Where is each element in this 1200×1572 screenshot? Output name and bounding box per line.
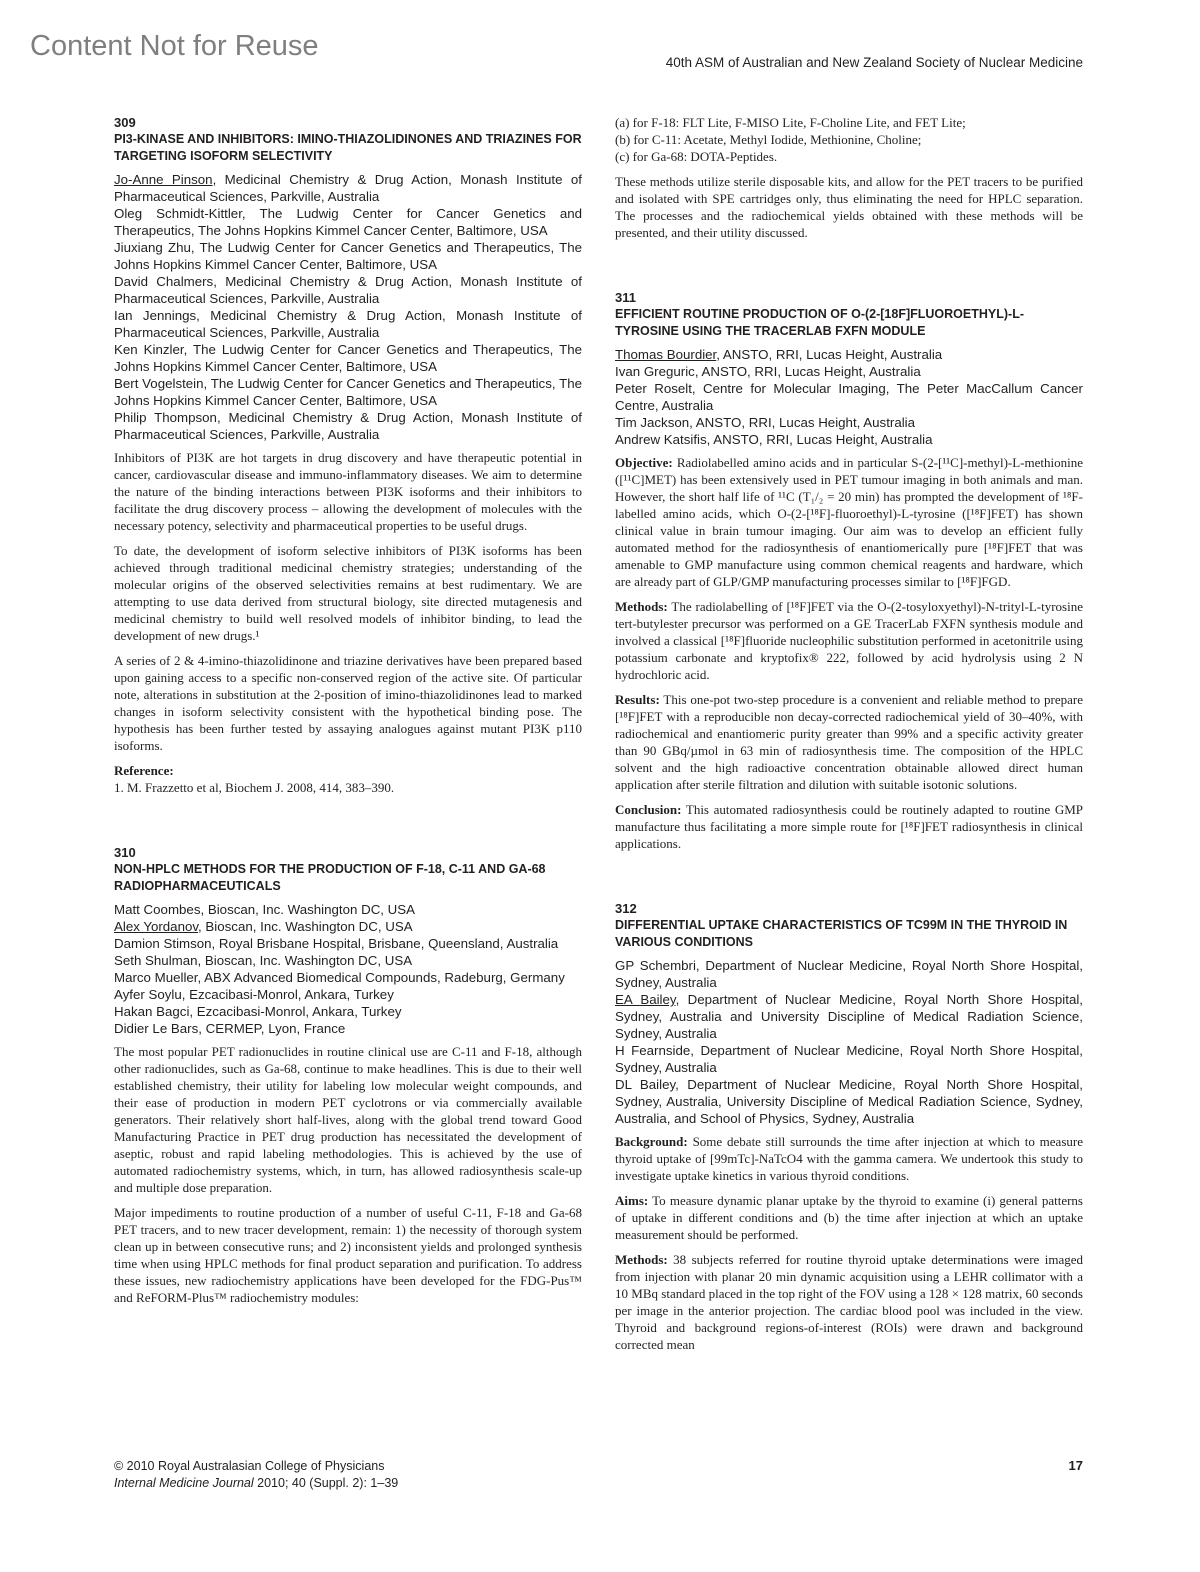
section-text: This one-pot two-step procedure is a convenient and reliable method to prepare [¹⁸F]FET with a reproducible non decay-corrected radiochemical yield of 30–40%, with radiochemical and enantiomeric purity greater than 99% and a specific activity greater than 90 GBq/µmol in 63 min of radiosynthesis time. The composition of the HPLC solvent and the high radioactive concentration obtainable allowed direct human application after sterile filtration and dilution with suitable isotonic solutions. [615,692,1083,792]
section-text: To measure dynamic planar uptake by the thyroid to examine (i) general patterns of uptake in different conditions and (b) the time after injection at which an uptake measurement should be performed. [615,1193,1083,1242]
author-entry [615,346,1083,363]
author-entry: David Chalmers, Medicinal Chemistry & Drug Action, Monash Institute of Pharmaceutical Sciences, Parkville, Australia [114,274,582,306]
author-entry: Bert Vogelstein, The Ludwig Center for Cancer Genetics and Therapeutics, The Johns Hopkins Kimmel Cancer Center, Baltimore, USA [114,376,582,408]
body-paragraph: These methods utilize sterile disposable kits, and allow for the PET tracers to be purified and isolated with SPE cartridges only, thus eliminating the need for HPLC separation. The processes and the radiochemical yields obtained with these methods will be presented, and their utility discussed. [615,174,1083,240]
section-text: 38 subjects referred for routine thyroid uptake determinations were imaged from injection with planar 20 min dynamic acquisition using a LEHR collimator with a 10 MBq standard placed in the top right of the FOV using a 128 × 128 matrix, 60 seconds per image in the anterior projection. The cardiac blood pool was included in the view. Thyroid and background regions-of-interest (ROIs) were drawn and background corrected mean [615,1252,1083,1352]
running-head: 40th ASM of Australian and New Zealand Society of Nuclear Medicine [665,55,1083,70]
body-paragraph: Inhibitors of PI3K are hot targets in drug discovery and have therapeutic potential in cancer, cardiovascular disease and immuno-inflammatory diseases. We aim to determine the nature of the binding interactions between PI3K isoforms and their inhibitors to facilitate the drug discovery process – allowing the development of molecules with the necessary potency, selectivity and pharmaceutical properties to be useful drugs. [114,450,582,533]
body-paragraph: The most popular PET radionuclides in routine clinical use are C-11 and F-18, although other radionuclides, such as Ga-68, continue to make headlines. This is due to their well established chemistry, their utility for labeling low molecular weight compounds, and their ease of production in modern PET cyclotrons or via commercially available generators. Their relatively short half-lives, along with the global trend toward Good Manufacturing Practice in PET drug production has necessitated the development of aseptic, robust and rapid labeling methodologies. This is achieved by the use of automated radiochemistry systems, which, in turn, has allowed radiosynthesis scale-up and multiple dose preparation. [114,1044,582,1195]
author-entry: Oleg Schmidt-Kittler, The Ludwig Center for Cancer Genetics and Therapeutics, The Johns Hopkins Kimmel Cancer Center, Baltimore, USA [114,206,582,238]
body-paragraph: Major impediments to routine production of a number of useful C-11, F-18 and Ga-68 PET tracers, and to new tracer development, remain: 1) the necessity of thorough system clean up in between consecutive runs; and 2) inconsistent yields and prolonged synthesis time when using HPLC methods for final product separation and purification. To address these issues, new radiochemistry applications have been developed for the FDG-Pus™ and ReFORM-Plus™ radiochemistry modules: [114,1205,582,1305]
aims-paragraph [615,1192,1083,1243]
author-affiliation: , ANSTO, RRI, Lucas Height, Australia [716,347,943,362]
body-paragraph: To date, the development of isoform selective inhibitors of PI3K isoforms has been achieved through traditional medicinal chemistry strategies; understanding of the molecular origins of the observed selectivities remains at best rudimentary. We are attempting to use data derived from structural biology, site directed mutagenesis and medicinal chemistry to build well resolved models of inhibitor binding, to lead the development of new drugs.¹ [114,543,582,643]
section-text: The radiolabelling of [¹⁸F]FET via the O-(2-tosyloxyethyl)-N-trityl-L-tyrosine tert-butylester precursor was performed on a GE TracerLab FXFN synthesis module and involved a classical [¹⁸F]fluoride nucleophilic substitution performed in acetonitrile using potassium carbonate and kryptofix® 222, followed by acid hydrolysis using 2 N hydrochloric acid. [615,599,1083,682]
author-list [615,346,1083,448]
author-entry: Seth Shulman, Bioscan, Inc. Washington DC, USA [114,953,413,968]
abstract-312 [615,900,1083,1353]
conclusion-paragraph [615,801,1083,852]
section-label: Results: [615,692,660,707]
section-text: Radiolabelled amino acids and in particular S-(2-[¹¹C]-methyl)-L-methionine ([¹¹C]MET) has been extensively used in PET tumour imaging in both animals and man. However, the short half life of ¹¹C (T₁/₂ = 20 min) has prompted the development of ¹⁸F-labelled amino acids, which O-(2-[¹⁸F]-fluoroethyl)-L-tyrosine ([¹⁸F]FET) has shown clinical value in brain tumour imaging. Our aim was to develop an efficient fully automated method for the radiosynthesis of enantiomerically pure [¹⁸F]FET that was amenable to GMP manufacture using common chemical reagents and hardware, which are already part of GLP/GMP manufacturing processes similar to [¹⁸F]FGD. [615,455,1083,589]
presenting-author: Jo-Anne Pinson [114,172,213,187]
presenting-author: EA Bailey [615,992,676,1007]
right-column [615,114,1083,1401]
author-entry: Ian Jennings, Medicinal Chemistry & Drug Action, Monash Institute of Pharmaceutical Sciences, Parkville, Australia [114,308,582,340]
page-number: 17 [1068,1458,1083,1473]
abstract-title: DIFFERENTIAL UPTAKE CHARACTERISTICS OF TC99M IN THE THYROID IN VARIOUS CONDITIONS [615,918,1068,949]
page-footer [114,1458,398,1492]
author-entry [114,171,582,205]
author-entry: Matt Coombes, Bioscan, Inc. Washington DC, USA [114,902,416,917]
abstract-title: PI3-KINASE AND INHIBITORS: IMINO-THIAZOLIDINONES AND TRIAZINES FOR TARGETING ISOFORM SELECTIVITY [114,132,582,163]
author-entry [615,991,1083,1042]
list-item: (a) for F-18: FLT Lite, F-MISO Lite, F-Choline Lite, and FET Lite; [615,115,966,130]
presenting-author: Thomas Bourdier [615,347,717,362]
abstract-title: NON-HPLC METHODS FOR THE PRODUCTION OF F-18, C-11 AND GA-68 RADIOPHARMACEUTICALS [114,862,546,893]
author-entry: Ken Kinzler, The Ludwig Center for Cancer Genetics and Therapeutics, The Johns Hopkins Kimmel Cancer Center, Baltimore, USA [114,342,582,374]
author-entry: Marco Mueller, ABX Advanced Biomedical Compounds, Radeburg, Germany [114,970,565,985]
author-entry: GP Schembri, Department of Nuclear Medicine, Royal North Shore Hospital, Sydney, Australia [615,958,1083,990]
journal-volume: 2010; 40 (Suppl. 2): 1–39 [253,1476,399,1490]
body-paragraph: A series of 2 & 4-imino-thiazolidinone and triazine derivatives have been prepared based upon gaining access to a specific non-conserved region of the active site. Of particular note, alterations in substitution at the 2-position of imino-thiazolidinones lead to marked changes in isoform selectivity consistent with the hypothetical binding pose. The hypothesis has been further tested by assaying analogues against mutant PI3K p110 isoforms. [114,653,582,753]
section-label: Methods: [615,1252,668,1267]
author-entry: DL Bailey, Department of Nuclear Medicine, Royal North Shore Hospital, Sydney, Australia, University Discipline of Medical Radiation Science, Sydney, Australia, and School of Physics, Sydney, Australia [615,1077,1083,1126]
abstract-number: 311 [615,290,636,305]
author-affiliation: , Medicinal Chemistry & Drug Action, Monash Institute of Pharmaceutical Sciences, Parkville, Australia [114,172,582,204]
abstract-311 [615,289,1083,852]
author-entry: Didier Le Bars, CERMEP, Lyon, France [114,1021,346,1036]
abstract-310 [114,844,582,1306]
results-paragraph [615,691,1083,793]
section-text: This automated radiosynthesis could be routinely adapted to routine GMP manufacture thus facilitating a more simple route for [¹⁸F]FET radiosynthesis in clinical applications. [615,802,1083,851]
section-label: Background: [615,1134,688,1149]
reference-entry: 1. M. Frazzetto et al, Biochem J. 2008, 414, 383–390. [114,780,395,795]
author-entry: Ayfer Soylu, Ezcacibasi-Monrol, Ankara, Turkey [114,987,394,1002]
author-list [615,957,1083,1127]
copyright-line: © 2010 Royal Australasian College of Physicians [114,1459,385,1473]
abstract-title: EFFICIENT ROUTINE PRODUCTION OF O-(2-[18F]FLUOROETHYL)-L-TYROSINE USING THE TRACERLAB FXFN MODULE [615,307,1025,338]
background-paragraph [615,1133,1083,1184]
section-label: Methods: [615,599,668,614]
author-list [114,901,582,1037]
author-entry: H Fearnside, Department of Nuclear Medicine, Royal North Shore Hospital, Sydney, Australia [615,1043,1083,1075]
author-entry: Hakan Bagci, Ezcacibasi-Monrol, Ankara, Turkey [114,1004,402,1019]
objective-paragraph [615,454,1083,590]
section-label: Aims: [615,1193,649,1208]
methods-paragraph [615,1251,1083,1353]
section-label: Objective: [615,455,673,470]
list-item: (c) for Ga-68: DOTA-Peptides. [615,149,778,164]
reference-heading: Reference: [114,763,174,778]
journal-name: Internal Medicine Journal [114,1476,254,1490]
author-entry: Andrew Katsifis, ANSTO, RRI, Lucas Height, Australia [615,432,933,447]
author-entry: Jiuxiang Zhu, The Ludwig Center for Cancer Genetics and Therapeutics, The Johns Hopkins Kimmel Cancer Center, Baltimore, USA [114,240,582,272]
author-entry: Tim Jackson, ANSTO, RRI, Lucas Height, Australia [615,415,916,430]
methods-paragraph [615,598,1083,683]
abstract-number: 310 [114,845,136,860]
author-entry: Philip Thompson, Medicinal Chemistry & Drug Action, Monash Institute of Pharmaceutical Sciences, Parkville, Australia [114,410,582,442]
abstract-310-continued [615,114,1083,241]
citation-line [114,1475,398,1492]
author-entry: Peter Roselt, Centre for Molecular Imaging, The Peter MacCallum Cancer Centre, Australia [615,381,1083,413]
watermark: Content Not for Reuse [30,30,319,62]
section-text: Some debate still surrounds the time after injection at which to measure thyroid uptake of [99mTc]-NaTcO4 with the gamma camera. We undertook this study to investigate uptake kinetics in various thyroid conditions. [615,1134,1083,1183]
abstract-number: 309 [114,115,136,130]
author-affiliation: , Department of Nuclear Medicine, Royal North Shore Hospital, Sydney, Australia and University Discipline of Medical Radiation Science, Sydney, Australia [615,992,1083,1041]
abstract-number: 312 [615,901,637,916]
author-entry: Damion Stimson, Royal Brisbane Hospital, Brisbane, Queensland, Australia [114,936,559,951]
author-list [114,171,582,443]
left-column [114,114,582,1354]
list-item: (b) for C-11: Acetate, Methyl Iodide, Methionine, Choline; [615,132,922,147]
author-entry [114,918,582,935]
section-label: Conclusion: [615,802,682,817]
author-entry: Ivan Greguric, ANSTO, RRI, Lucas Height, Australia [615,364,921,379]
abstract-309 [114,114,582,796]
author-affiliation: , Bioscan, Inc. Washington DC, USA [198,919,413,934]
presenting-author: Alex Yordanov [114,919,199,934]
